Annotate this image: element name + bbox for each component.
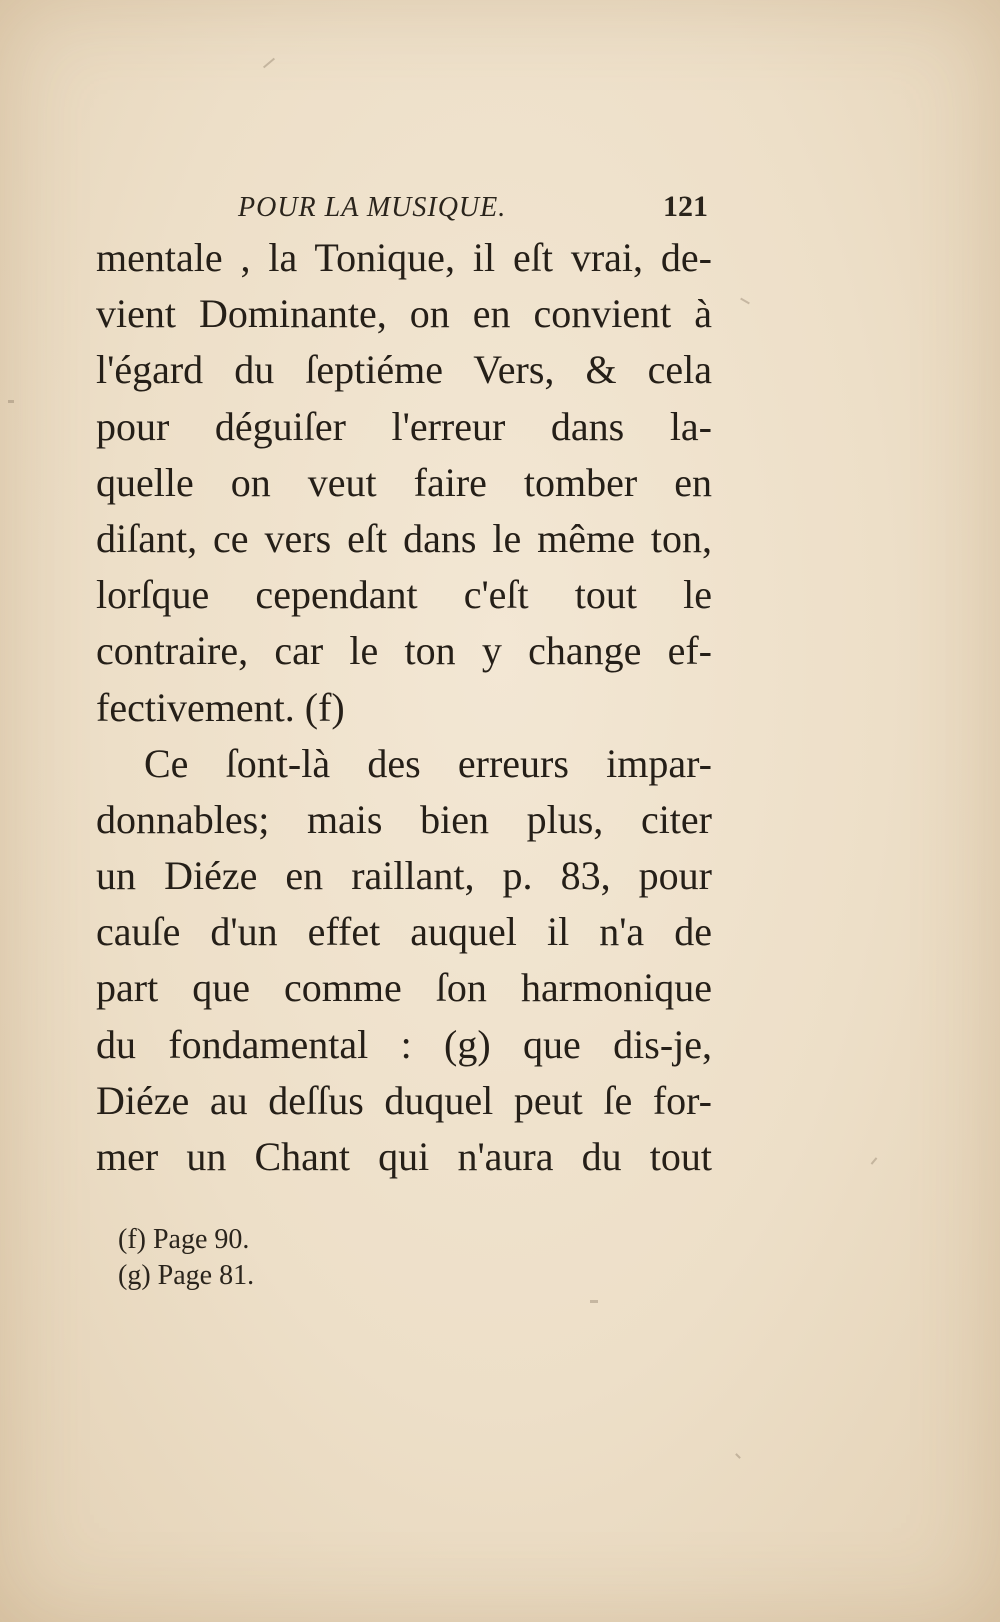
text-line: contraire, car le ton y change ef-: [96, 628, 712, 674]
text-line: un Diéze en raillant, p. 83, pour: [96, 853, 712, 899]
text-line: donnables; mais bien plus, citer: [96, 796, 712, 842]
footnote-f: (f) Page 90.: [118, 1224, 250, 1255]
page-header: [238, 190, 708, 230]
text-line: lorſque cependant c'eſt tout le: [96, 572, 712, 618]
paper-speck: [590, 1300, 598, 1303]
paper-speck: [740, 298, 750, 305]
text-line: pour déguiſer l'erreur dans la-: [96, 403, 712, 449]
body-text: [96, 230, 712, 1185]
text-line: mentale , la Tonique, il eſt vrai, de-: [96, 235, 712, 280]
text-line: l'égard du ſeptiéme Vers, & cela: [96, 347, 712, 393]
paper-speck: [263, 58, 275, 69]
paper-speck: [871, 1157, 878, 1164]
footnotes: [118, 1222, 518, 1294]
text-line: mer un Chant qui n'aura du tout: [96, 1134, 712, 1179]
text-line: quelle on veut faire tomber en: [96, 459, 712, 505]
page-number: 121: [663, 190, 708, 223]
running-title: POUR LA MUSIQUE.: [238, 192, 507, 223]
text-line: part que comme ſon harmonique: [96, 965, 712, 1011]
paper-speck: [8, 400, 14, 403]
text-line: fectivement. (f): [96, 684, 345, 730]
text-line: cauſe d'un effet auquel il n'a de: [96, 909, 712, 955]
text-line: du fondamental : (g) que dis-je,: [96, 1021, 712, 1067]
text-line: Ce ſont-là des erreurs impar-: [144, 740, 712, 786]
text-line: Diéze au deſſus duquel peut ſe for-: [96, 1077, 712, 1123]
text-line: vient Dominante, on en convient à: [96, 291, 712, 337]
footnote-g: (g) Page 81.: [118, 1260, 255, 1291]
text-line: diſant, ce vers eſt dans le même ton,: [96, 515, 712, 561]
paper-speck: [735, 1453, 741, 1459]
